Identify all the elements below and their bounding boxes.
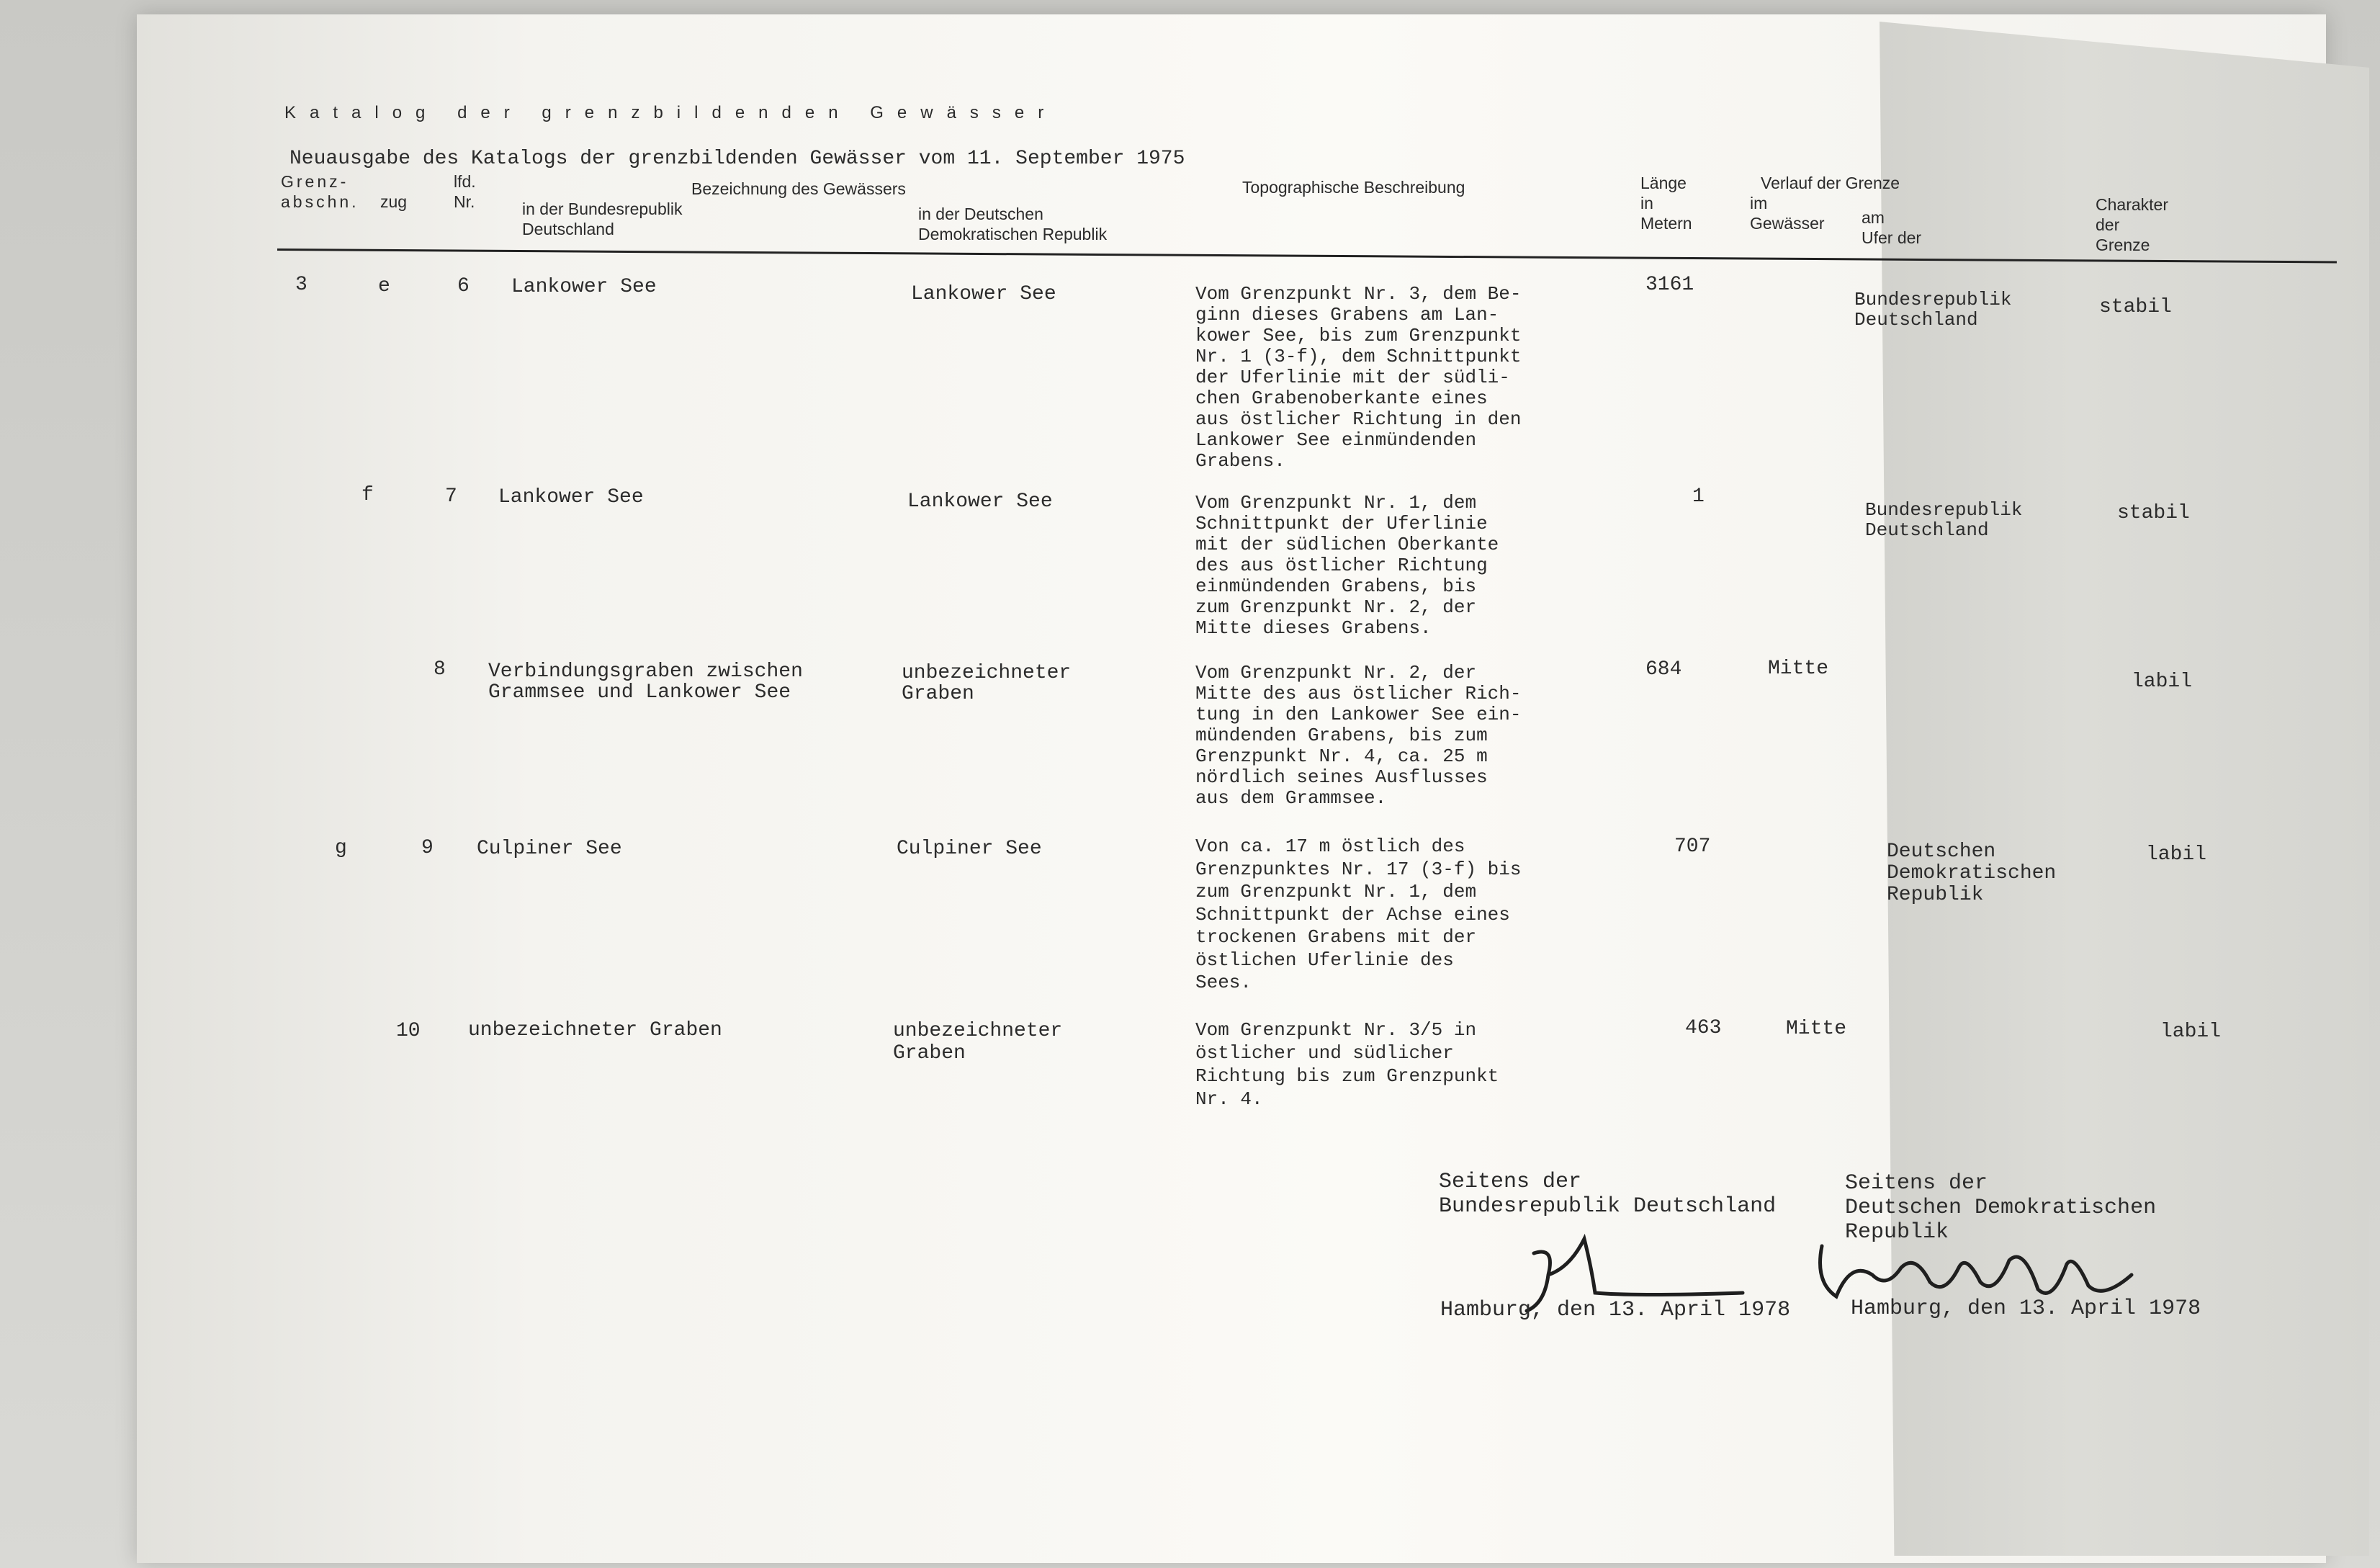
cell-brd-name: Culpiner See (477, 838, 622, 860)
cell-am-ufer: Deutschen Demokratischen Republik (1887, 841, 2057, 906)
cell-im-gewaesser: Mitte (1786, 1018, 1847, 1040)
cell-laenge: 3161 (1645, 274, 1694, 296)
cell-charakter: stabil (2099, 296, 2172, 318)
cell-brd-name: unbezeichneter Graben (468, 1019, 722, 1041)
cell-ddr-name: Culpiner See (897, 838, 1042, 860)
cell-topo: Vom Grenzpunkt Nr. 1, dem Schnittpunkt der Uferlinie mit der südlichen Oberkante des aus östlicher Richtung einmündenden Grabens, bis zum Grenzpunkt Nr. 2, der Mitte dieses Grabens. (1195, 492, 1499, 639)
cell-ddr-name: unbezeichneter Graben (893, 1020, 1063, 1065)
cell-ddr-name: Lankower See (911, 283, 1056, 305)
cell-brd-name: Lankower See (511, 276, 657, 298)
cell-laenge: 707 (1674, 835, 1711, 858)
cell-nr: 8 (434, 658, 446, 681)
cell-im-gewaesser: Mitte (1768, 658, 1829, 680)
header-laenge: Länge in Metern (1640, 174, 1692, 233)
signature-date-ddr: Hamburg, den 13. April 1978 (1851, 1296, 2201, 1321)
cell-charakter: stabil (2117, 502, 2190, 524)
header-lfd-nr: lfd. Nr. (454, 172, 476, 211)
cell-brd-name: Verbindungsgraben zwischen Grammsee und Lankower See (488, 660, 803, 704)
header-am-ufer: am Ufer der (1862, 208, 1922, 247)
cell-charakter: labil (2132, 671, 2193, 693)
cell-nr: 10 (396, 1020, 421, 1042)
header-grenzabschnitt: Grenz- abschn. (281, 172, 359, 211)
cell-zug: e (378, 275, 390, 297)
cell-am-ufer: Bundesrepublik Deutschland (1854, 289, 2012, 331)
header-brd: in der Bundesrepublik Deutschland (522, 200, 683, 238)
cell-ddr-name: Lankower See (907, 490, 1053, 513)
document-sheet (137, 14, 2326, 1563)
signature-block-ddr: Seitens der Deutschen Demokratischen Republik (1845, 1171, 2157, 1245)
cell-laenge: 684 (1645, 658, 1682, 681)
cell-nr: 6 (457, 275, 470, 297)
cell-ddr-name: unbezeichneter Graben (902, 662, 1072, 705)
cell-abschnitt: 3 (295, 274, 307, 296)
header-charakter: Charakter der Grenze (2096, 195, 2168, 254)
signature-block-brd: Seitens der Bundesrepublik Deutschland (1439, 1170, 1777, 1219)
cell-topo: Vom Grenzpunkt Nr. 3/5 in östlicher und südlicher Richtung bis zum Grenzpunkt Nr. 4. (1195, 1019, 1499, 1110)
header-grenzzug: zug (380, 192, 408, 211)
document-subtitle: Neuausgabe des Katalogs der grenzbildenden Gewässer vom 11. September 1975 (289, 148, 1185, 170)
document-title: Katalog der grenzbildenden Gewässer (284, 103, 1058, 122)
cell-zug: f (362, 484, 374, 506)
cell-am-ufer: Bundesrepublik Deutschland (1865, 499, 2023, 541)
header-topo: Topographische Beschreibung (1242, 178, 1465, 197)
cell-nr: 9 (421, 837, 434, 859)
cell-charakter: labil (2160, 1021, 2222, 1043)
cell-laenge: 1 (1692, 485, 1705, 508)
header-im-gewaesser: im Gewässer (1750, 194, 1825, 233)
signature-date-brd: Hamburg, den 13. April 1978 (1440, 1298, 1791, 1322)
cell-topo: Vom Grenzpunkt Nr. 2, der Mitte des aus östlicher Rich- tung in den Lankower See ein- mündenden Grabens, bis zum Grenzpunkt Nr. 4, ca. 25 m nördlich seines Ausflusses aus dem Grammsee. (1195, 662, 1522, 809)
cell-topo: Vom Grenzpunkt Nr. 3, dem Be- ginn dieses Grabens am Lan- kower See, bis zum Grenzpunkt Nr. 1 (3-f), dem Schnittpunkt der Uferlinie mit der südli- chen Grabenoberkante eines aus östlicher Richtung in den Lankower See einmündenden Grabens. (1195, 283, 1522, 472)
cell-brd-name: Lankower See (498, 486, 644, 509)
header-bezeichnung: Bezeichnung des Gewässers (691, 179, 906, 198)
cell-zug: g (335, 837, 347, 859)
header-verlauf: Verlauf der Grenze (1761, 174, 1900, 192)
header-ddr: in der Deutschen Demokratischen Republik (918, 205, 1108, 243)
cell-topo: Von ca. 17 m östlich des Grenzpunktes Nr. 17 (3-f) bis zum Grenzpunkt Nr. 1, dem Schnittpunkt der Achse eines trockenen Grabens mit der östlichen Uferlinie des Sees. (1195, 835, 1522, 993)
cell-charakter: labil (2146, 843, 2207, 866)
cell-laenge: 463 (1685, 1017, 1722, 1039)
cell-nr: 7 (445, 485, 457, 508)
